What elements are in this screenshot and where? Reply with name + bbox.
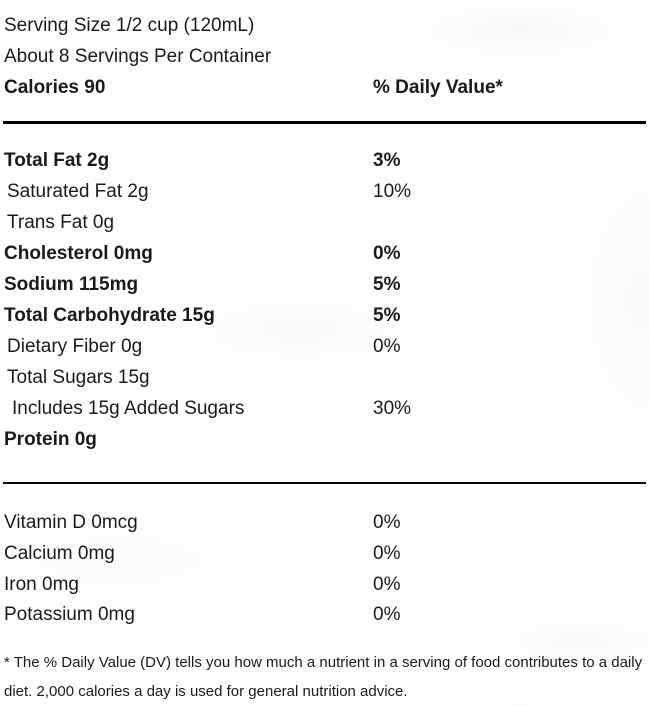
nutrient-dv: 30% bbox=[373, 397, 412, 419]
nutrient-row-sodium bbox=[4, 269, 646, 300]
nutrient-row-dietary-fiber bbox=[4, 331, 646, 362]
nutrient-dv: 3% bbox=[373, 149, 401, 171]
nutrient-name: Saturated Fat 2g bbox=[7, 180, 149, 202]
nutrient-row-cholesterol bbox=[4, 238, 646, 269]
nutrient-dv: 0% bbox=[373, 335, 401, 357]
nutrient-name: Dietary Fiber 0g bbox=[7, 335, 143, 357]
nutrient-dv: 0% bbox=[373, 543, 401, 565]
nutrient-dv: 5% bbox=[373, 273, 401, 295]
nutrient-name: Trans Fat 0g bbox=[7, 211, 115, 233]
nutrient-name: Cholesterol 0mg bbox=[4, 242, 153, 264]
nutrient-dv: 0% bbox=[373, 242, 401, 264]
nutrient-rows bbox=[4, 145, 646, 455]
nutrient-dv: 0% bbox=[373, 604, 401, 626]
micronutrient-row-vitamin-d bbox=[4, 508, 646, 539]
daily-value-footnote: * The % Daily Value (DV) tells you how much a nutrient in a serving of food contributes to a daily diet. 2,000 calories a day is used for general nutrition advice. bbox=[4, 653, 643, 700]
nutrient-name: Calcium 0mg bbox=[4, 543, 115, 565]
nutrient-row-total-fat bbox=[4, 145, 646, 176]
nutrient-row-protein bbox=[4, 424, 646, 455]
nutrient-name: Total Fat 2g bbox=[4, 149, 110, 171]
nutrient-name: Iron 0mg bbox=[4, 573, 79, 595]
nutrient-row-saturated-fat bbox=[4, 176, 646, 207]
nutrient-name: Total Sugars 15g bbox=[7, 366, 150, 388]
daily-value-header: % Daily Value* bbox=[373, 76, 503, 98]
nutrient-name: Vitamin D 0mcg bbox=[4, 512, 138, 534]
serving-size: Serving Size 1/2 cup (120mL) bbox=[4, 14, 255, 36]
divider-thin bbox=[3, 482, 646, 484]
nutrient-dv: 5% bbox=[373, 304, 401, 326]
nutrient-name: Sodium 115mg bbox=[4, 273, 139, 295]
nutrient-name: Protein 0g bbox=[4, 428, 97, 450]
nutrient-row-added-sugars bbox=[4, 393, 646, 424]
micronutrient-row-potassium bbox=[4, 600, 646, 631]
calories-row bbox=[4, 72, 646, 103]
nutrient-row-total-carbohydrate bbox=[4, 300, 646, 331]
nutrient-dv: 10% bbox=[373, 180, 412, 202]
divider-thick bbox=[3, 121, 646, 124]
micronutrient-rows bbox=[4, 508, 646, 631]
nutrient-dv: 0% bbox=[373, 512, 401, 534]
servings-per-container: About 8 Servings Per Container bbox=[4, 45, 272, 67]
nutrient-name: Includes 15g Added Sugars bbox=[12, 397, 245, 419]
nutrient-row-trans-fat bbox=[4, 207, 646, 238]
nutrient-name: Potassium 0mg bbox=[4, 604, 135, 626]
micronutrient-row-iron bbox=[4, 569, 646, 600]
nutrient-name: Total Carbohydrate 15g bbox=[4, 304, 215, 326]
calories-value: Calories 90 bbox=[4, 76, 106, 98]
nutrient-dv: 0% bbox=[373, 573, 401, 595]
nutrient-row-total-sugars bbox=[4, 362, 646, 393]
micronutrient-row-calcium bbox=[4, 539, 646, 570]
